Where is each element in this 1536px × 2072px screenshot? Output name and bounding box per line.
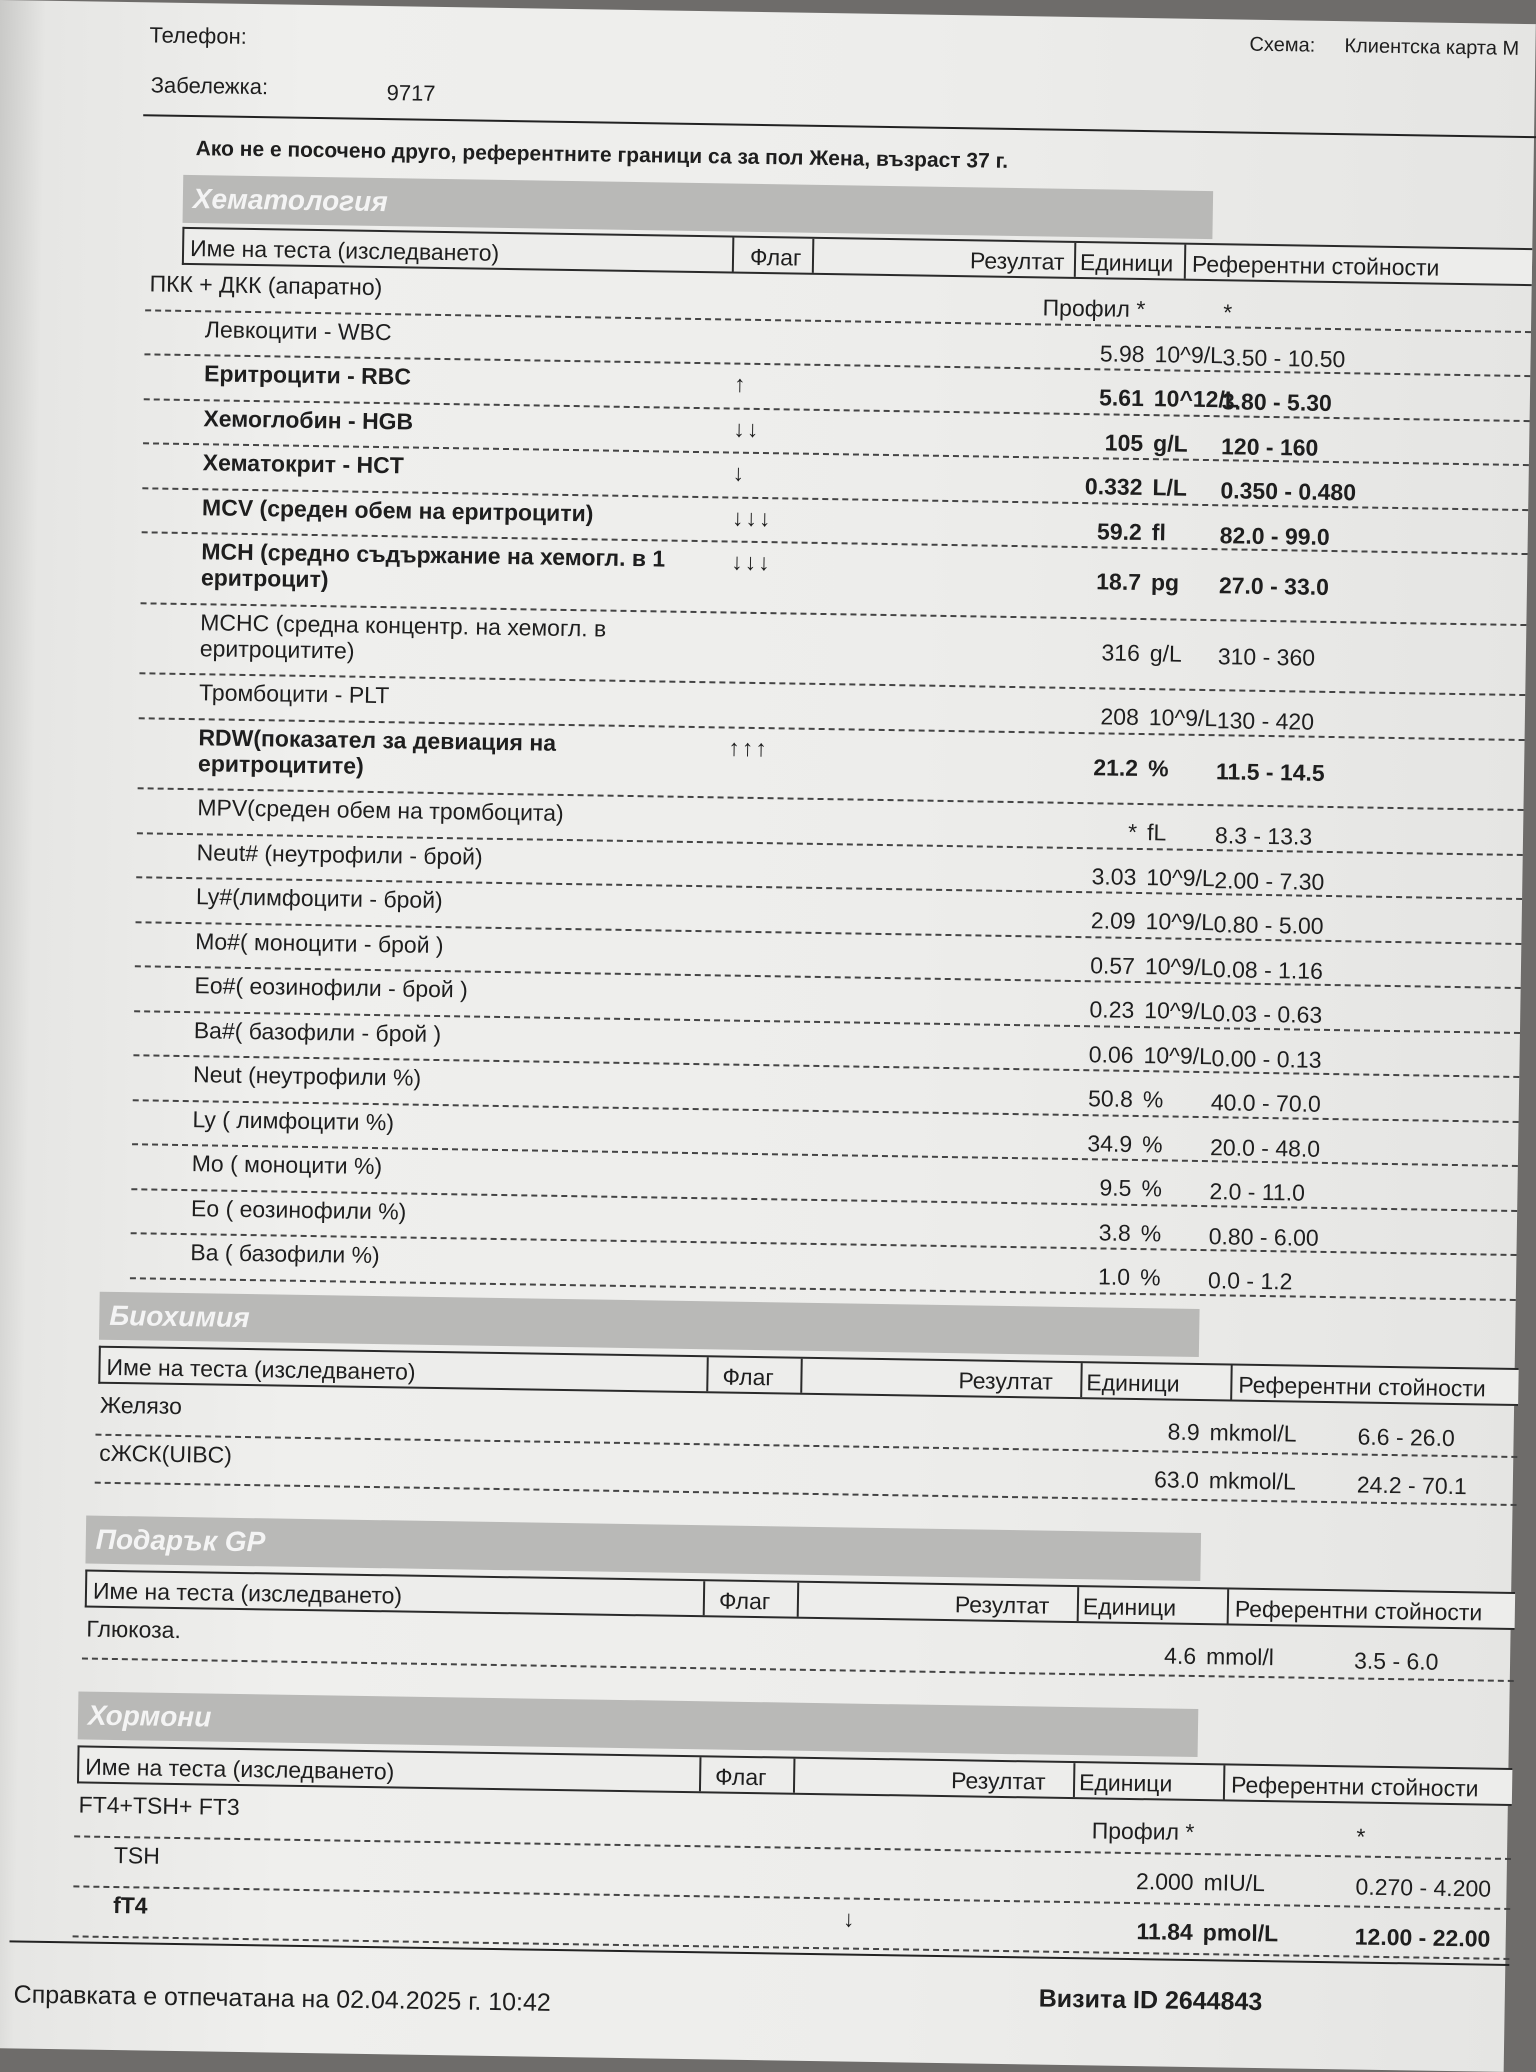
- cell-unit: fl: [1151, 518, 1167, 545]
- cell-name: Mo ( моноцити %): [191, 1150, 383, 1180]
- cell-result: 11.84: [1136, 1918, 1194, 1945]
- cell-name: Ba ( базофили %): [190, 1239, 380, 1269]
- col-reference: Референтни стойности: [1234, 1595, 1483, 1626]
- col-separator: [1230, 1365, 1233, 1399]
- cell-name: FT4+TSH+ FT3: [78, 1791, 240, 1820]
- cell-result: 0.06: [1088, 1040, 1134, 1068]
- cell-unit: g/L: [1152, 429, 1188, 457]
- cell-ref: 130 - 420: [1216, 707, 1315, 735]
- cell-unit: %: [1141, 1130, 1163, 1157]
- cell-name: MPV(среден обем на тромбоцита): [197, 794, 564, 826]
- cell-result: 2.09: [1090, 907, 1136, 934]
- col-result: Резултат: [958, 1367, 1054, 1395]
- cell-name: Eo ( еозинофили %): [190, 1194, 407, 1225]
- cell-flag: ↓↓: [733, 415, 761, 442]
- cell-unit: pmol/L: [1202, 1919, 1279, 1947]
- cell-unit: mmol/l: [1205, 1643, 1275, 1671]
- cell-unit: %: [1141, 1175, 1163, 1202]
- col-separator: [793, 1759, 796, 1793]
- col-separator: [732, 238, 735, 272]
- cell-name: ПКК + ДКК (апаратно): [149, 270, 383, 301]
- col-separator: [699, 1757, 702, 1791]
- cell-unit: 10^9/L: [1145, 908, 1215, 936]
- cell-name: Mo#( моноцити - брой ): [195, 927, 444, 958]
- note-value: 9717: [386, 80, 436, 106]
- cell-unit: 10^9/L: [1146, 863, 1215, 891]
- scheme-value: Клиентска карта М: [1344, 35, 1520, 60]
- cell-flag: ↓↓↓: [731, 548, 772, 576]
- cell-ref: 2.0 - 11.0: [1209, 1178, 1306, 1206]
- cell-result: 4.6: [1163, 1642, 1197, 1669]
- cell-result: Профил *: [1042, 294, 1146, 323]
- cell-ref: *: [1223, 299, 1233, 326]
- cell-name: сЖСК(UIBC): [98, 1439, 233, 1468]
- cell-result: 59.2: [1096, 517, 1142, 545]
- cell-result: 1.0: [1097, 1263, 1131, 1290]
- cell-unit: %: [1147, 754, 1169, 781]
- cell-flag: ↓: [732, 459, 747, 486]
- cell-name: Ly ( лимфоцити %): [192, 1105, 395, 1135]
- cell-ref: 40.0 - 70.0: [1210, 1089, 1321, 1117]
- cell-ref: 0.80 - 6.00: [1208, 1222, 1319, 1251]
- cell-unit: 10^9/L: [1144, 997, 1213, 1025]
- cell-result: 8.9: [1167, 1418, 1200, 1446]
- col-separator: [706, 1357, 709, 1391]
- col-flag: Флаг: [714, 1763, 767, 1791]
- cell-result: 18.7: [1096, 568, 1142, 595]
- cell-ref: 82.0 - 99.0: [1219, 521, 1330, 550]
- cell-unit: %: [1142, 1086, 1164, 1113]
- cell-ref: 20.0 - 48.0: [1209, 1133, 1321, 1162]
- col-separator: [1074, 243, 1077, 277]
- cell-flag: ↑: [733, 370, 748, 397]
- cell-name: MCH (средно съдържание на хемогл. в 1 еритроцит): [200, 538, 666, 593]
- cell-name: Хемоглобин - HGB: [203, 404, 414, 435]
- col-reference: Референтни стойности: [1230, 1771, 1479, 1802]
- col-separator: [1227, 1589, 1230, 1623]
- cell-ref: 0.270 - 4.200: [1355, 1873, 1492, 1902]
- col-units: Единици: [1086, 1369, 1180, 1397]
- cell-name: Ly#(лимфоцити - брой): [195, 883, 443, 914]
- cell-result: 34.9: [1087, 1129, 1133, 1157]
- col-name: Име на теста (изследването): [85, 1753, 395, 1785]
- cell-ref: 6.6 - 26.0: [1357, 1423, 1455, 1452]
- cell-result: 50.8: [1087, 1085, 1134, 1112]
- cell-name: RDW(показател за девиация на еритроцитите): [197, 723, 557, 779]
- cell-unit: fL: [1146, 819, 1167, 846]
- cell-name: Хематокрит - HCT: [202, 449, 404, 479]
- col-separator: [1223, 1765, 1226, 1799]
- col-separator: [703, 1581, 706, 1615]
- cell-name: Левкоцити - WBC: [204, 315, 392, 345]
- cell-name: Eo#( еозинофили - брой ): [194, 972, 469, 1003]
- cell-name: MCHC (средна концентр. на хемогл. в еритроцитите): [199, 608, 607, 664]
- col-separator: [1184, 245, 1187, 279]
- col-result: Резултат: [950, 1767, 1046, 1795]
- col-flag: Флаг: [722, 1363, 774, 1391]
- cell-ref: 0.08 - 1.16: [1212, 955, 1324, 984]
- cell-result: 9.5: [1099, 1174, 1132, 1201]
- cell-result: 0.332: [1084, 473, 1143, 501]
- col-name: Име на теста (изследването): [189, 235, 500, 266]
- cell-result: 3.03: [1091, 862, 1137, 890]
- visit-id: Визита ID 2644843: [1038, 1984, 1263, 2017]
- col-reference: Референтни стойности: [1238, 1371, 1486, 1402]
- col-units: Единици: [1079, 248, 1174, 277]
- cell-name: Глюкоза.: [86, 1615, 182, 1644]
- cell-name: Neut# (неутрофили - брой): [196, 838, 483, 870]
- cell-unit: 10^9/L: [1144, 952, 1214, 980]
- cell-result: 3.8: [1098, 1218, 1131, 1246]
- cell-ref: 0.00 - 0.13: [1211, 1044, 1322, 1073]
- cell-unit: mkmol/L: [1208, 1467, 1296, 1495]
- col-result: Резултат: [969, 247, 1065, 275]
- col-separator: [1077, 1587, 1080, 1621]
- cell-result: *: [1127, 818, 1138, 845]
- note-label: Забележка:: [150, 72, 269, 100]
- cell-ref: 12.00 - 22.00: [1354, 1923, 1491, 1952]
- cell-result: 0.57: [1090, 951, 1136, 979]
- cell-ref: 0.03 - 0.63: [1212, 1000, 1323, 1028]
- cell-ref: 27.0 - 33.0: [1218, 572, 1330, 600]
- cell-ref: 0.0 - 1.2: [1207, 1267, 1293, 1295]
- cell-ref: 0.350 - 0.480: [1220, 477, 1357, 506]
- cell-unit: mkmol/L: [1209, 1419, 1297, 1447]
- cell-ref: 11.5 - 14.5: [1215, 757, 1325, 786]
- cell-result: 0.23: [1089, 996, 1135, 1023]
- cell-ref: *: [1356, 1823, 1366, 1850]
- section-title: Хематология: [192, 183, 388, 218]
- header-divider: [143, 114, 1536, 138]
- section-biochemistry: [99, 1292, 1200, 1357]
- cell-ref: 310 - 360: [1217, 642, 1316, 671]
- section-title: Биохимия: [109, 1299, 250, 1334]
- cell-unit: %: [1139, 1264, 1161, 1291]
- cell-result: 5.61: [1098, 384, 1145, 412]
- cell-ref: 3.5 - 6.0: [1353, 1647, 1439, 1675]
- cell-unit: %: [1140, 1219, 1162, 1246]
- cell-flag: ↓↓↓: [731, 504, 773, 531]
- col-name: Име на теста (изследването): [106, 1353, 416, 1385]
- section-title: Хормони: [87, 1699, 212, 1733]
- cell-name: Еритроцити - RBC: [203, 360, 412, 390]
- col-units: Единици: [1082, 1593, 1177, 1621]
- col-name: Име на теста (изследването): [92, 1577, 403, 1609]
- cell-ref: 2.00 - 7.30: [1214, 866, 1325, 895]
- cell-result: 208: [1100, 703, 1140, 730]
- cell-name: Neut (неутрофили %): [192, 1061, 422, 1091]
- col-separator: [800, 1359, 803, 1393]
- cell-result: 316: [1101, 638, 1141, 666]
- cell-unit: 10^9/L: [1148, 704, 1218, 732]
- col-flag: Флаг: [749, 243, 802, 271]
- cell-result: 63.0: [1153, 1466, 1200, 1494]
- col-separator: [1080, 1363, 1083, 1397]
- col-separator: [797, 1583, 800, 1617]
- cell-unit: 10^12/L: [1153, 385, 1240, 413]
- cell-ref: 120 - 160: [1220, 432, 1319, 461]
- cell-result: 105: [1104, 428, 1144, 456]
- cell-result: 5.98: [1099, 339, 1145, 367]
- cell-result: 21.2: [1093, 753, 1139, 781]
- cell-name: Желязо: [99, 1391, 183, 1420]
- reference-note: Ако не е посочено друго, референтните граници са за пол Жена, възраст 37 г.: [195, 137, 1009, 173]
- cell-name: TSH: [113, 1842, 161, 1869]
- section-title: Подарък GP: [95, 1523, 266, 1558]
- col-result: Резултат: [954, 1591, 1050, 1619]
- cell-ref: 24.2 - 70.1: [1356, 1471, 1468, 1500]
- cell-unit: 10^9/L: [1154, 340, 1224, 368]
- print-timestamp: Справката е отпечатана на 02.04.2025 г. 10:42: [13, 1980, 551, 2017]
- cell-unit: g/L: [1149, 639, 1183, 667]
- scheme-label: Схема:: [1249, 33, 1316, 57]
- cell-name: Тромбоцити - PLT: [198, 679, 390, 709]
- cell-name: MCV (среден обем на еритроцити): [201, 493, 594, 526]
- cell-flag: ↑↑↑: [728, 734, 770, 761]
- cell-ref: 3.50 - 10.50: [1222, 343, 1346, 372]
- cell-result: Профил *: [1091, 1817, 1195, 1845]
- cell-unit: pg: [1150, 569, 1180, 596]
- cell-ref: 3.80 - 5.30: [1221, 388, 1333, 416]
- cell-unit: mIU/L: [1203, 1869, 1266, 1897]
- cell-unit: L/L: [1152, 474, 1188, 501]
- col-reference: Референтни стойности: [1191, 250, 1440, 281]
- cell-result: 2.000: [1135, 1868, 1194, 1895]
- col-flag: Флаг: [718, 1587, 771, 1615]
- col-separator: [1073, 1763, 1076, 1797]
- cell-name: Ba#( базофили - брой ): [193, 1016, 442, 1047]
- col-units: Единици: [1078, 1769, 1173, 1797]
- col-separator: [812, 239, 815, 273]
- cell-ref: 0.80 - 5.00: [1213, 911, 1324, 939]
- cell-ref: 8.3 - 13.3: [1214, 822, 1313, 850]
- cell-flag: ↓: [842, 1905, 857, 1932]
- cell-unit: 10^9/L: [1143, 1041, 1213, 1069]
- phone-label: Телефон:: [149, 22, 248, 49]
- cell-name: fT4: [112, 1892, 148, 1919]
